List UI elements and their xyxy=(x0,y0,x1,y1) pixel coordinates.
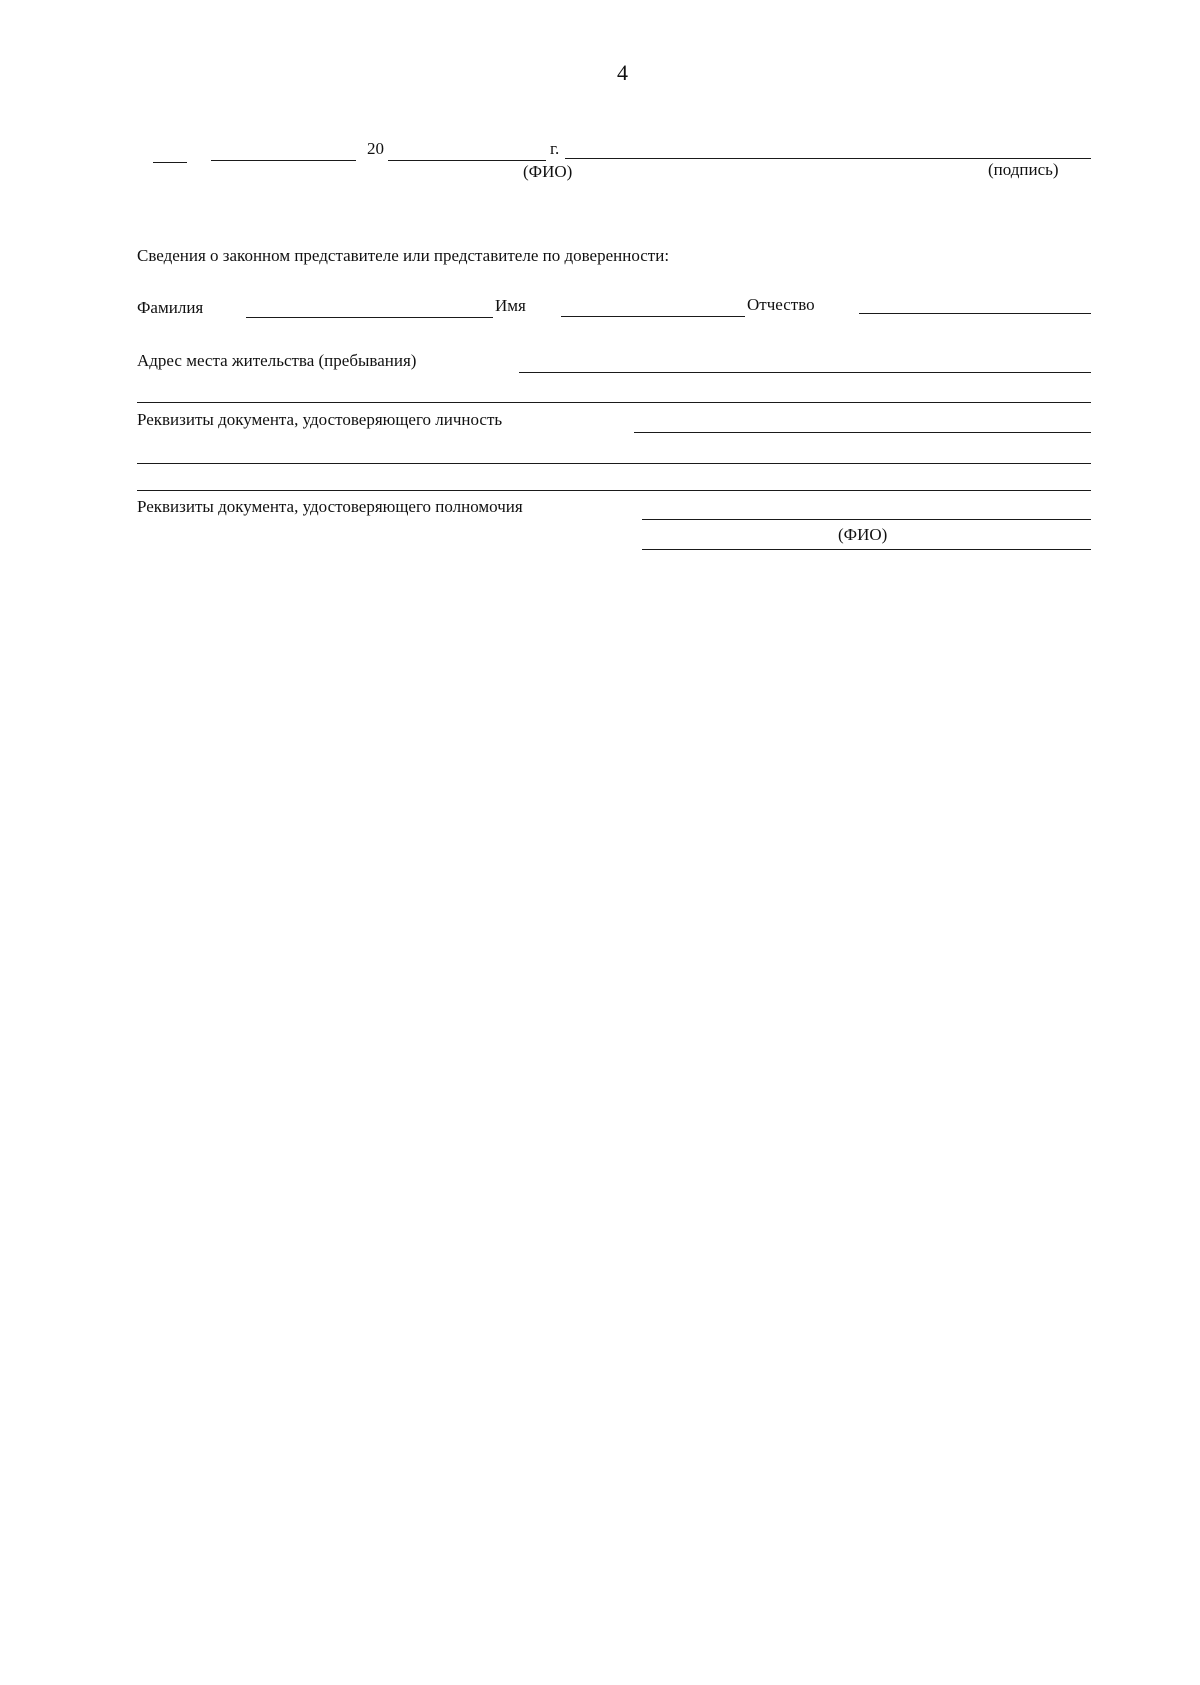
signature-caption: (подпись) xyxy=(988,160,1059,179)
authority-doc-field[interactable] xyxy=(642,519,1091,520)
patronymic-field[interactable] xyxy=(859,313,1091,314)
fio-caption: (ФИО) xyxy=(523,162,573,181)
identity-doc-field-line-2[interactable] xyxy=(137,463,1091,464)
address-field-line-2[interactable] xyxy=(137,402,1091,403)
address-field-line-1[interactable] xyxy=(519,372,1091,373)
date-day-field[interactable] xyxy=(153,162,187,163)
representative-heading: Сведения о законном представителе или представителе по доверенности: xyxy=(137,246,670,265)
name-field[interactable] xyxy=(561,316,745,317)
fio-signature-field[interactable] xyxy=(565,158,1091,159)
name-label: Имя xyxy=(495,296,526,315)
address-label: Адрес места жительства (пребывания) xyxy=(137,351,417,370)
date-year-prefix: 20 xyxy=(367,139,384,158)
date-month-field[interactable] xyxy=(211,160,356,161)
identity-doc-field-line-3[interactable] xyxy=(137,490,1091,491)
surname-field[interactable] xyxy=(246,317,493,318)
surname-label: Фамилия xyxy=(137,298,204,317)
date-year-suffix: г. xyxy=(550,139,560,158)
identity-doc-label: Реквизиты документа, удостоверяющего личность xyxy=(137,410,503,429)
authority-fio-field[interactable] xyxy=(642,549,1091,550)
page-number: 4 xyxy=(617,60,628,85)
date-year-field[interactable] xyxy=(388,160,546,161)
patronymic-label: Отчество xyxy=(747,295,815,314)
authority-doc-label: Реквизиты документа, удостоверяющего полномочия xyxy=(137,497,523,516)
identity-doc-field-line-1[interactable] xyxy=(634,432,1091,433)
authority-fio-caption: (ФИО) xyxy=(838,525,888,544)
